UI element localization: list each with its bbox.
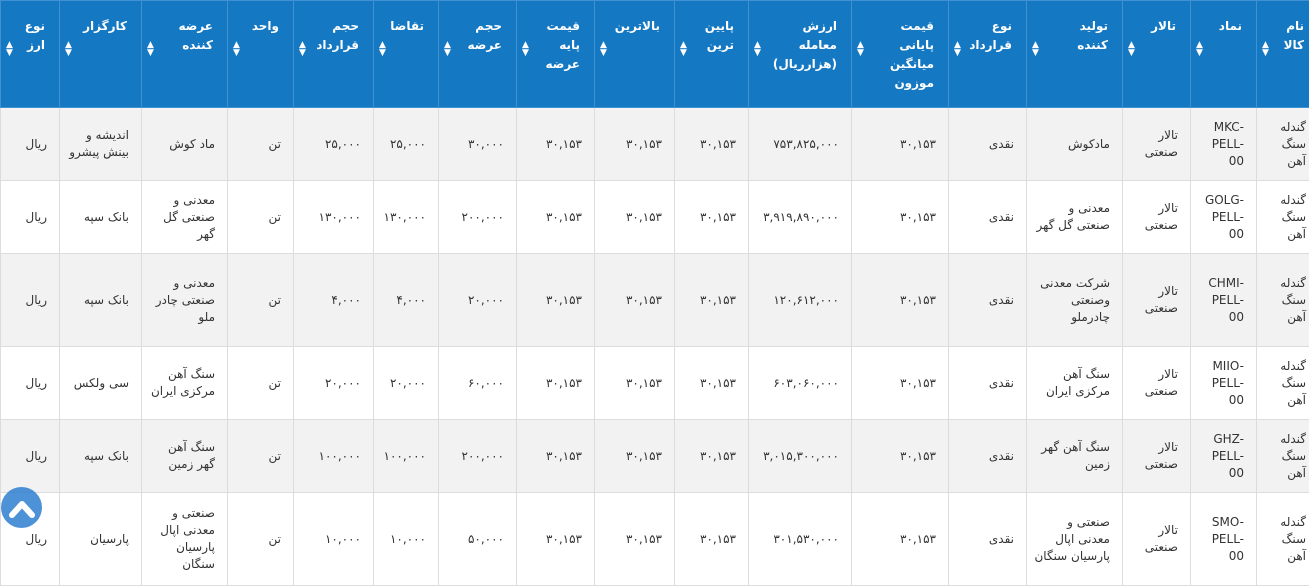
cell-supplier: معدنی و صنعتی چادر ملو xyxy=(142,254,228,347)
cell-lowest: ۳۰,۱۵۳ xyxy=(675,420,749,493)
cell-weighted-avg-price: ۳۰,۱۵۳ xyxy=(852,254,949,347)
cell-lowest: ۳۰,۱۵۳ xyxy=(675,181,749,254)
cell-contract-volume: ۲۵,۰۰۰ xyxy=(294,108,374,181)
cell-weighted-avg-price: ۳۰,۱۵۳ xyxy=(852,420,949,493)
cell-unit: تن xyxy=(228,420,294,493)
sort-icon[interactable]: ▲ ▼ xyxy=(1262,41,1269,57)
table-row[interactable] xyxy=(1,420,1309,493)
cell-demand: ۱۳۰,۰۰۰ xyxy=(374,181,439,254)
cell-unit: تن xyxy=(228,181,294,254)
cell-symbol: CHMI-PELL-00 xyxy=(1191,254,1257,347)
cell-currency-type: ریال xyxy=(1,347,60,420)
column-header-label: حجم قرارداد xyxy=(314,17,359,55)
cell-contract-type: نقدی xyxy=(949,493,1027,586)
cell-contract-type: نقدی xyxy=(949,347,1027,420)
cell-contract-volume: ۱۰,۰۰۰ xyxy=(294,493,374,586)
column-header-label: کارگزار xyxy=(80,17,127,36)
cell-base-price: ۳۰,۱۵۳ xyxy=(517,347,595,420)
sort-icon[interactable]: ▲ ▼ xyxy=(1196,41,1203,57)
cell-trade-value: ۳۰۱,۵۳۰,۰۰۰ xyxy=(749,493,852,586)
cell-offer-volume: ۲۰۰,۰۰۰ xyxy=(439,420,517,493)
cell-base-price: ۳۰,۱۵۳ xyxy=(517,420,595,493)
cell-producer: صنعتی و معدنی اپال پارسیان سنگان xyxy=(1027,493,1123,586)
cell-hall: تالار صنعتی xyxy=(1123,493,1191,586)
sort-icon[interactable]: ▲ ▼ xyxy=(754,41,761,57)
column-header-highest[interactable] xyxy=(595,1,675,108)
cell-hall: تالار صنعتی xyxy=(1123,108,1191,181)
column-header-name[interactable] xyxy=(1257,1,1309,108)
sort-icon[interactable]: ▲ ▼ xyxy=(379,41,386,57)
column-header-label: حجم عرضه xyxy=(459,17,502,55)
sort-icon[interactable]: ▲ ▼ xyxy=(522,41,529,57)
sort-icon[interactable]: ▲ ▼ xyxy=(954,41,961,57)
cell-hall: تالار صنعتی xyxy=(1123,181,1191,254)
cell-name: گندله سنگ آهن xyxy=(1257,493,1309,586)
column-header-supplier[interactable] xyxy=(142,1,228,108)
cell-symbol: GHZ-PELL-00 xyxy=(1191,420,1257,493)
cell-broker: بانک سپه xyxy=(60,420,142,493)
table-body xyxy=(1,108,1309,586)
cell-unit: تن xyxy=(228,108,294,181)
column-header-label: نام کالا xyxy=(1277,17,1304,55)
cell-contract-volume: ۱۰۰,۰۰۰ xyxy=(294,420,374,493)
cell-name: گندله سنگ آهن xyxy=(1257,347,1309,420)
cell-currency-type: ریال xyxy=(1,254,60,347)
table-row[interactable] xyxy=(1,347,1309,420)
cell-contract-type: نقدی xyxy=(949,420,1027,493)
cell-trade-value: ۳,۰۱۵,۳۰۰,۰۰۰ xyxy=(749,420,852,493)
cell-highest: ۳۰,۱۵۳ xyxy=(595,347,675,420)
column-header-contract-type[interactable] xyxy=(949,1,1027,108)
sort-icon[interactable]: ▲ ▼ xyxy=(857,41,864,57)
cell-name: گندله سنگ آهن xyxy=(1257,420,1309,493)
cell-broker: بانک سپه xyxy=(60,181,142,254)
column-header-label: ارزش معامله (هزارریال) xyxy=(769,17,837,74)
cell-demand: ۱۰۰,۰۰۰ xyxy=(374,420,439,493)
cell-weighted-avg-price: ۳۰,۱۵۳ xyxy=(852,347,949,420)
cell-contract-type: نقدی xyxy=(949,181,1027,254)
cell-contract-type: نقدی xyxy=(949,254,1027,347)
cell-lowest: ۳۰,۱۵۳ xyxy=(675,254,749,347)
sort-icon[interactable]: ▲ ▼ xyxy=(147,41,154,57)
cell-currency-type: ریال xyxy=(1,493,60,586)
cell-offer-volume: ۲۰۰,۰۰۰ xyxy=(439,181,517,254)
cell-base-price: ۳۰,۱۵۳ xyxy=(517,108,595,181)
cell-contract-volume: ۴,۰۰۰ xyxy=(294,254,374,347)
column-header-broker[interactable] xyxy=(60,1,142,108)
column-header-label: بالاترین xyxy=(615,17,660,36)
cell-symbol: GOLG-PELL-00 xyxy=(1191,181,1257,254)
table-row[interactable] xyxy=(1,108,1309,181)
cell-offer-volume: ۶۰,۰۰۰ xyxy=(439,347,517,420)
cell-offer-volume: ۳۰,۰۰۰ xyxy=(439,108,517,181)
cell-hall: تالار صنعتی xyxy=(1123,254,1191,347)
cell-demand: ۲۰,۰۰۰ xyxy=(374,347,439,420)
column-header-contract-volume[interactable] xyxy=(294,1,374,108)
column-header-lowest[interactable] xyxy=(675,1,749,108)
column-header-weighted-avg-price[interactable] xyxy=(852,1,949,108)
cell-unit: تن xyxy=(228,493,294,586)
column-header-label: واحد xyxy=(248,17,279,36)
column-header-symbol[interactable] xyxy=(1191,1,1257,108)
cell-producer: سنگ آهن گهر زمین xyxy=(1027,420,1123,493)
cell-supplier: سنگ آهن گهر زمین xyxy=(142,420,228,493)
cell-currency-type: ریال xyxy=(1,108,60,181)
cell-symbol: SMO-PELL-00 xyxy=(1191,493,1257,586)
cell-weighted-avg-price: ۳۰,۱۵۳ xyxy=(852,108,949,181)
cell-broker: بانک سپه xyxy=(60,254,142,347)
column-header-label: پایین ترین xyxy=(695,17,734,55)
sort-icon[interactable]: ▲ ▼ xyxy=(1032,41,1039,57)
cell-highest: ۳۰,۱۵۳ xyxy=(595,108,675,181)
sort-icon[interactable]: ▲ ▼ xyxy=(299,41,306,57)
sort-icon[interactable]: ▲ ▼ xyxy=(1128,41,1135,57)
cell-trade-value: ۶۰۳,۰۶۰,۰۰۰ xyxy=(749,347,852,420)
cell-broker: پارسیان xyxy=(60,493,142,586)
sort-icon[interactable]: ▲ ▼ xyxy=(6,41,13,57)
cell-hall: تالار صنعتی xyxy=(1123,420,1191,493)
cell-highest: ۳۰,۱۵۳ xyxy=(595,181,675,254)
chevron-up-icon xyxy=(9,496,35,518)
cell-demand: ۱۰,۰۰۰ xyxy=(374,493,439,586)
column-header-base-price[interactable] xyxy=(517,1,595,108)
table-row[interactable] xyxy=(1,181,1309,254)
column-header-demand[interactable] xyxy=(374,1,439,108)
cell-unit: تن xyxy=(228,347,294,420)
column-header-trade-value[interactable] xyxy=(749,1,852,108)
cell-offer-volume: ۲۰,۰۰۰ xyxy=(439,254,517,347)
column-header-unit[interactable] xyxy=(228,1,294,108)
cell-highest: ۳۰,۱۵۳ xyxy=(595,493,675,586)
cell-symbol: MKC-PELL-00 xyxy=(1191,108,1257,181)
cell-contract-type: نقدی xyxy=(949,108,1027,181)
cell-producer: شرکت معدنی وصنعتی چادرملو xyxy=(1027,254,1123,347)
cell-trade-value: ۱۲۰,۶۱۲,۰۰۰ xyxy=(749,254,852,347)
column-header-hall[interactable] xyxy=(1123,1,1191,108)
cell-name: گندله سنگ آهن xyxy=(1257,108,1309,181)
table-row[interactable] xyxy=(1,493,1309,586)
cell-hall: تالار صنعتی xyxy=(1123,347,1191,420)
cell-name: گندله سنگ آهن xyxy=(1257,254,1309,347)
cell-supplier: ماد کوش xyxy=(142,108,228,181)
column-header-label: تقاضا xyxy=(394,17,424,36)
sort-icon[interactable]: ▲ ▼ xyxy=(444,41,451,57)
cell-supplier: سنگ آهن مرکزی ایران xyxy=(142,347,228,420)
cell-contract-volume: ۲۰,۰۰۰ xyxy=(294,347,374,420)
column-header-label: قیمت پایه عرضه xyxy=(537,17,580,74)
sort-icon[interactable]: ▲ ▼ xyxy=(600,41,607,57)
column-header-label: نماد xyxy=(1211,17,1242,36)
sort-icon[interactable]: ▲ ▼ xyxy=(680,41,687,57)
cell-highest: ۳۰,۱۵۳ xyxy=(595,254,675,347)
cell-lowest: ۳۰,۱۵۳ xyxy=(675,108,749,181)
column-header-label: تالار xyxy=(1143,17,1176,36)
cell-broker: اندیشه و بینش پیشرو xyxy=(60,108,142,181)
cell-name: گندله سنگ آهن xyxy=(1257,181,1309,254)
cell-base-price: ۳۰,۱۵۳ xyxy=(517,181,595,254)
cell-weighted-avg-price: ۳۰,۱۵۳ xyxy=(852,181,949,254)
cell-symbol: MIIO-PELL-00 xyxy=(1191,347,1257,420)
cell-contract-volume: ۱۳۰,۰۰۰ xyxy=(294,181,374,254)
cell-lowest: ۳۰,۱۵۳ xyxy=(675,347,749,420)
cell-trade-value: ۷۵۳,۸۲۵,۰۰۰ xyxy=(749,108,852,181)
cell-trade-value: ۳,۹۱۹,۸۹۰,۰۰۰ xyxy=(749,181,852,254)
column-header-label: نوع ارز xyxy=(21,17,45,55)
cell-base-price: ۳۰,۱۵۳ xyxy=(517,254,595,347)
cell-producer: مادکوش xyxy=(1027,108,1123,181)
column-header-producer[interactable] xyxy=(1027,1,1123,108)
cell-demand: ۴,۰۰۰ xyxy=(374,254,439,347)
column-header-label: نوع قرارداد xyxy=(969,17,1012,55)
column-header-label: تولید کننده xyxy=(1047,17,1108,55)
cell-demand: ۲۵,۰۰۰ xyxy=(374,108,439,181)
scroll-to-top-button[interactable] xyxy=(1,487,42,528)
cell-broker: سی ولکس xyxy=(60,347,142,420)
cell-unit: تن xyxy=(228,254,294,347)
cell-currency-type: ریال xyxy=(1,181,60,254)
cell-producer: معدنی و صنعتی گل گهر xyxy=(1027,181,1123,254)
cell-currency-type: ریال xyxy=(1,420,60,493)
cell-supplier: معدنی و صنعتی گل گهر xyxy=(142,181,228,254)
column-header-offer-volume[interactable] xyxy=(439,1,517,108)
cell-base-price: ۳۰,۱۵۳ xyxy=(517,493,595,586)
column-header-currency-type[interactable] xyxy=(1,1,60,108)
column-header-label: عرضه کننده xyxy=(162,17,213,55)
cell-offer-volume: ۵۰,۰۰۰ xyxy=(439,493,517,586)
sort-icon[interactable]: ▲ ▼ xyxy=(65,41,72,57)
sort-icon[interactable]: ▲ ▼ xyxy=(233,41,240,57)
cell-supplier: صنعتی و معدنی اپال پارسیان سنگان xyxy=(142,493,228,586)
cell-lowest: ۳۰,۱۵۳ xyxy=(675,493,749,586)
cell-producer: سنگ آهن مرکزی ایران xyxy=(1027,347,1123,420)
cell-weighted-avg-price: ۳۰,۱۵۳ xyxy=(852,493,949,586)
cell-highest: ۳۰,۱۵۳ xyxy=(595,420,675,493)
table-row[interactable] xyxy=(1,254,1309,347)
column-header-label: قیمت پایانی میانگین موزون xyxy=(872,17,934,93)
header-row xyxy=(1,1,1309,108)
